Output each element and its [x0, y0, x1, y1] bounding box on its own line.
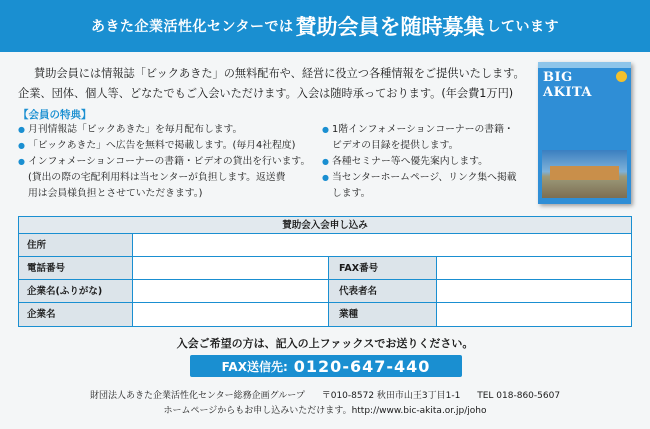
- benefits-left-list: [18, 122, 318, 202]
- benefit-item: [322, 122, 537, 138]
- fax-destination: [190, 355, 462, 377]
- benefit-text: 1階インフォメーションコーナーの書籍・: [332, 124, 514, 135]
- footer-address: 〒010-8572 秋田市山王3丁目1-1: [321, 391, 461, 401]
- benefit-text: 月刊情報誌「ビックあきた」を毎月配布します。: [28, 124, 243, 135]
- address-field[interactable]: [133, 234, 631, 256]
- representative-field[interactable]: [437, 280, 631, 302]
- footer-web: ホームページからもお申し込みいただけます。http://www.bic-akita.or.jp/joho: [163, 406, 487, 416]
- intro-text: [18, 64, 538, 104]
- benefit-note-1: (貸出の際の宅配利用料は当センターが負担します。返送費: [28, 172, 286, 183]
- form-row-phone: [19, 257, 631, 280]
- footer-tel: TEL 018-860-5607: [477, 391, 561, 401]
- phone-field[interactable]: [133, 257, 329, 279]
- footer-contact: [0, 388, 650, 401]
- benefits-right-list: [322, 122, 537, 202]
- intro-line-2: 企業、団体、個人等、どなたでもご入会いただけます。入会は随時承っております。(年会費1万円): [18, 87, 514, 100]
- benefit-item: [18, 138, 318, 154]
- benefit-item: [18, 154, 318, 170]
- benefit-item: [322, 154, 537, 170]
- intro-line-1: 賛助会員には情報誌「ビックあきた」の無料配布や、経営に役立つ各種情報をご提供いたします。: [34, 67, 525, 80]
- fax-label: FAX番号: [329, 257, 437, 279]
- industry-label: 業種: [329, 303, 437, 326]
- company-label: 企業名: [19, 303, 133, 326]
- bullet-icon: ●: [18, 141, 25, 150]
- industry-field[interactable]: [437, 303, 631, 326]
- benefit-continuation: ビデオの目録を提供します。: [332, 140, 459, 151]
- company-field[interactable]: [133, 303, 329, 326]
- fax-destination-number: 0120-647-440: [293, 356, 431, 376]
- magazine-badge-icon: [616, 71, 627, 82]
- fax-destination-label: FAX送信先:: [221, 359, 288, 374]
- magazine-cover-image: [538, 62, 631, 204]
- benefits-title: 【会員の特典】: [18, 109, 92, 121]
- benefit-note-2: 用は会員様負担とさせていただきます。): [28, 188, 203, 199]
- banner-tail: しています: [486, 19, 559, 35]
- send-instructions: 入会ご希望の方は、記入の上ファックスでお送りください。: [176, 337, 474, 350]
- magazine-title: BIG AKITA: [543, 70, 593, 100]
- bullet-icon: ●: [322, 157, 329, 166]
- form-heading: 賛助会入会申し込み: [19, 217, 631, 234]
- address-label: 住所: [19, 234, 133, 256]
- application-form: [18, 216, 632, 327]
- fax-field[interactable]: [437, 257, 631, 279]
- bullet-icon: ●: [322, 125, 329, 134]
- company-kana-label: 企業名(ふりがな): [19, 280, 133, 302]
- benefit-item: [322, 170, 537, 186]
- form-row-company-kana: [19, 280, 631, 303]
- header-banner: [0, 0, 650, 52]
- benefit-item: [18, 122, 318, 138]
- benefit-text: 各種セミナー等へ優先案内します。: [332, 156, 488, 167]
- form-row-company: [19, 303, 631, 326]
- footer-org: 財団法人あきた企業活性化センター総務企画グループ: [89, 391, 305, 401]
- phone-label: 電話番号: [19, 257, 133, 279]
- representative-label: 代表者名: [329, 280, 437, 302]
- bullet-icon: ●: [18, 157, 25, 166]
- form-row-address: [19, 234, 631, 257]
- benefit-text: 当センターホームページ、リンク集へ掲載: [332, 172, 517, 183]
- benefit-continuation: します。: [332, 188, 371, 199]
- bullet-icon: ●: [322, 173, 329, 182]
- banner-highlight: 賛助会員を随時募集: [295, 15, 485, 39]
- bullet-icon: ●: [18, 125, 25, 134]
- company-kana-field[interactable]: [133, 280, 329, 302]
- benefit-text: 「ビックあきた」へ広告を無料で掲載します。(毎月4社程度): [28, 140, 296, 151]
- magazine-building: [550, 166, 619, 180]
- benefit-text: インフォメーションコーナーの書籍・ビデオの貸出を行います。: [28, 156, 311, 167]
- banner-lead: あきた企業活性化センターでは: [91, 19, 294, 35]
